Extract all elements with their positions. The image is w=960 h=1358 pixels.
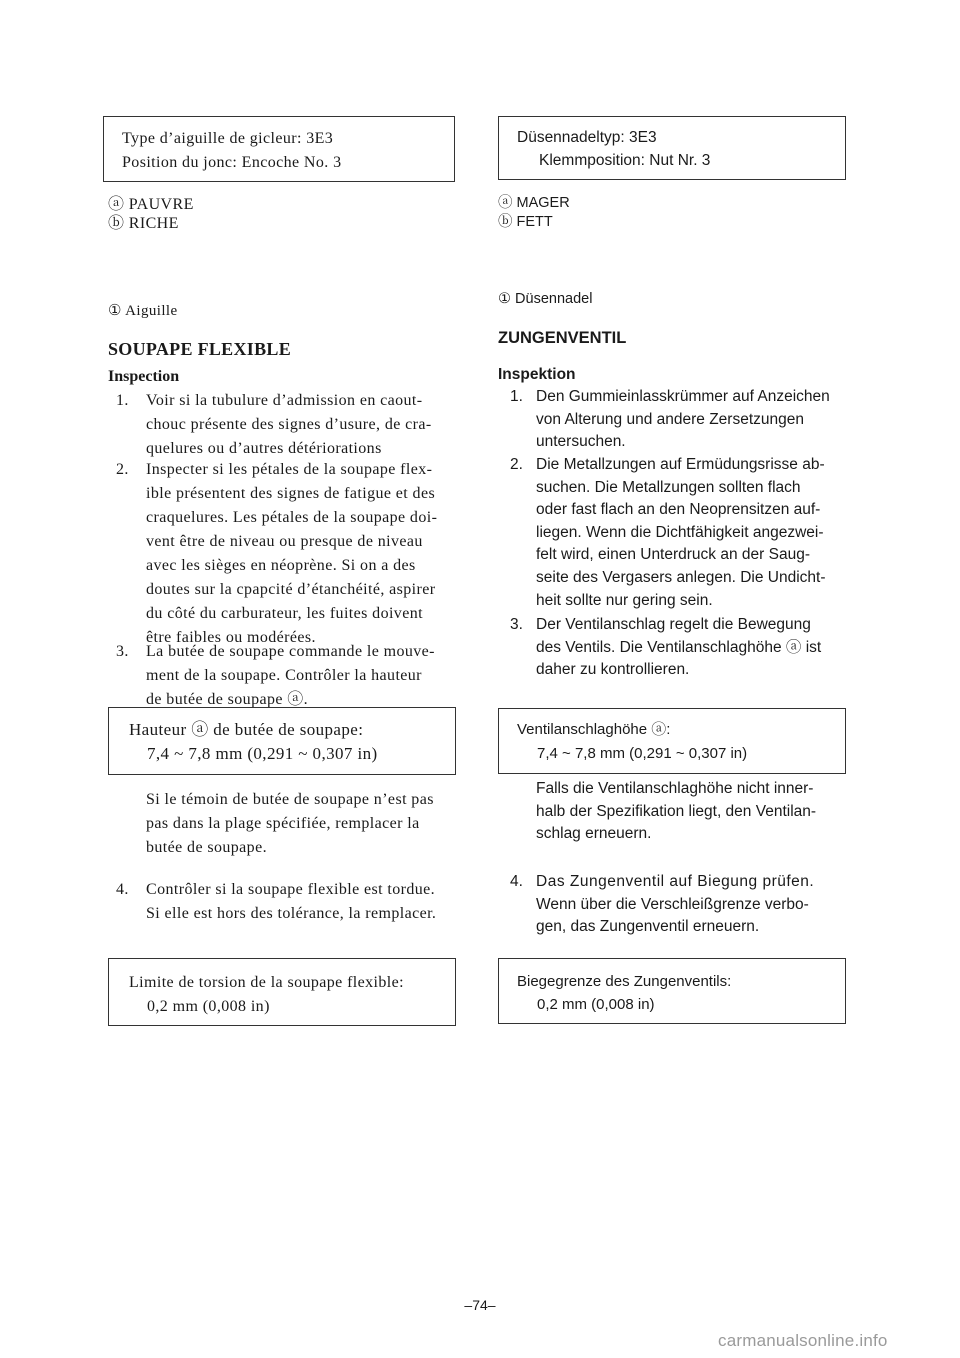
de-step-2-line: heit sollte nur gering sein. <box>536 591 713 609</box>
watermark: carmanualsonline.info <box>718 1331 888 1350</box>
fr-step-2-line: craquelures. Les pétales de la soupape doi- <box>146 509 438 526</box>
fr-legend-a: ⓐ PAUVRE <box>108 196 194 213</box>
page-number: –74– <box>464 1297 496 1313</box>
fr-step-3-line: La butée de soupape commande le mouve- <box>146 643 435 660</box>
de-step-3-line: Der Ventilanschlag regelt die Bewegung <box>536 616 811 633</box>
fr-note-line: butée de soupape. <box>146 839 267 856</box>
de-subsection-title: Inspektion <box>498 366 576 383</box>
fr-step-2-line: du côté du carburateur, les fuites doivent <box>146 605 423 622</box>
de-note-line: schlag erneuern. <box>536 825 652 843</box>
de-step-1-line: untersuchen. <box>536 433 626 451</box>
de-callout-needle: ① Düsennadel <box>498 291 593 307</box>
fr-note-line: Si le témoin de butée de soupape n’est pas <box>146 791 434 808</box>
de-section-title: ZUNGENVENTIL <box>498 329 627 347</box>
de-spec-box-stopper <box>498 708 846 774</box>
fr-step-2-line: doutes sur la cpapcité d’étanchéité, aspirer <box>146 581 436 598</box>
de-spec-box-needle <box>498 116 846 180</box>
fr-bend-limit-value: 0,2 mm (0,008 in) <box>147 998 270 1015</box>
de-bend-limit-label: Biegegrenze des Zungenventils: <box>517 973 732 990</box>
de-step-2-line: seite des Vergasers anlegen. Die Undicht- <box>536 568 826 586</box>
de-step-1-line: Den Gummieinlasskrümmer auf Anzeichen <box>536 388 830 405</box>
fr-step-1-line: Voir si la tubulure d’admission en caout- <box>146 392 423 409</box>
fr-step-2-line: Inspecter si les pétales de la soupape flex- <box>146 461 433 478</box>
fr-spec-box-bend <box>108 958 456 1026</box>
de-step-2-line: oder fast flach an den Neoprensitzen auf- <box>536 501 821 519</box>
de-step-4-line: Das Zungenventil auf Biegung prüfen. <box>536 873 815 890</box>
fr-step-1-line: quelures ou d’autres détériorations <box>146 440 382 457</box>
fr-section-title: SOUPAPE FLEXIBLE <box>108 339 291 359</box>
de-step-2-line: felt wird, einen Unterdruck an der Saug- <box>536 546 810 564</box>
fr-clip-position: Position du jonc: Encoche No. 3 <box>122 154 342 171</box>
fr-callout-needle: ① Aiguille <box>108 303 178 319</box>
de-step-2-line: liegen. Wenn die Dichtfähigkeit angezwei- <box>536 523 824 541</box>
fr-note <box>146 788 434 860</box>
de-legend-a: ⓐ MAGER <box>498 195 570 211</box>
fr-step-1-line: chouc présente des signes d’usure, de cra- <box>146 416 432 433</box>
de-step-3-number: 3. <box>510 616 523 633</box>
fr-step-4-line: Si elle est hors des tolérance, la remplacer. <box>146 905 437 922</box>
fr-step-3-number: 3. <box>116 643 129 660</box>
de-step-2-line: suchen. Die Metallzungen sollten flach <box>536 478 801 496</box>
fr-needle-type: Type d’aiguille de gicleur: 3E3 <box>122 130 334 147</box>
fr-step-4-line: Contrôler si la soupape flexible est tordue. <box>146 881 436 898</box>
fr-step-2-line: avec les sièges en néoprène. Si on a des <box>146 557 416 574</box>
de-step-2-line: Die Metallzungen auf Ermüdungsrisse ab- <box>536 456 825 473</box>
de-needle-type: Düsennadeltyp: 3E3 <box>517 129 657 146</box>
de-note-line: Falls die Ventilanschlaghöhe nicht inner- <box>536 780 814 797</box>
de-legend-b: ⓑ FETT <box>498 214 553 230</box>
fr-step-3-line: de butée de soupape ⓐ. <box>146 691 309 708</box>
fr-subsection-title: Inspection <box>108 368 180 385</box>
fr-note-line: pas dans la plage spécifiée, remplacer la <box>146 815 420 832</box>
de-note-line: halb der Spezifikation liegt, den Ventilan- <box>536 802 817 820</box>
fr-bend-limit-label: Limite de torsion de la soupape flexible: <box>129 974 404 991</box>
de-step-2-number: 2. <box>510 456 523 473</box>
de-step-1-line: von Alterung und andere Zersetzungen <box>536 410 804 428</box>
fr-step-2-number: 2. <box>116 461 129 478</box>
fr-step-4-number: 4. <box>116 881 129 898</box>
de-note <box>536 778 816 846</box>
fr-stopper-height-label: Hauteur ⓐ de butée de soupape: <box>129 720 364 739</box>
fr-legend-b: ⓑ RICHE <box>108 215 179 232</box>
de-stopper-height-label: Ventilanschlaghöhe ⓐ: <box>517 721 671 738</box>
fr-step-3-line: ment de la soupape. Contrôler la hauteur <box>146 667 422 684</box>
de-step-3-line: des Ventils. Die Ventilanschlaghöhe ⓐ ist <box>536 638 822 656</box>
fr-spec-box-stopper <box>108 707 456 775</box>
de-step-1-number: 1. <box>510 388 523 405</box>
de-step-4-line: Wenn über die Verschleißgrenze verbo- <box>536 895 809 913</box>
fr-step-2-line: vent être de niveau ou presque de niveau <box>146 533 423 550</box>
fr-step-2-line: être faibles ou modérées. <box>146 629 316 646</box>
de-stopper-height-value: 7,4 ~ 7,8 mm (0,291 ~ 0,307 in) <box>537 745 748 762</box>
de-step-4-number: 4. <box>510 873 523 890</box>
de-step-3-line: daher zu kontrollieren. <box>536 661 690 679</box>
fr-stopper-height-value: 7,4 ~ 7,8 mm (0,291 ~ 0,307 in) <box>147 744 378 763</box>
de-spec-box-bend <box>498 958 846 1024</box>
de-clip-position: Klemmposition: Nut Nr. 3 <box>539 152 711 169</box>
fr-step-1-number: 1. <box>116 392 129 409</box>
fr-step-2-line: ible présentent des signes de fatigue et des <box>146 485 436 502</box>
de-step-4-line: gen, das Zungenventil erneuern. <box>536 918 760 936</box>
de-bend-limit-value: 0,2 mm (0,008 in) <box>537 996 655 1013</box>
fr-spec-box-needle <box>103 116 455 182</box>
